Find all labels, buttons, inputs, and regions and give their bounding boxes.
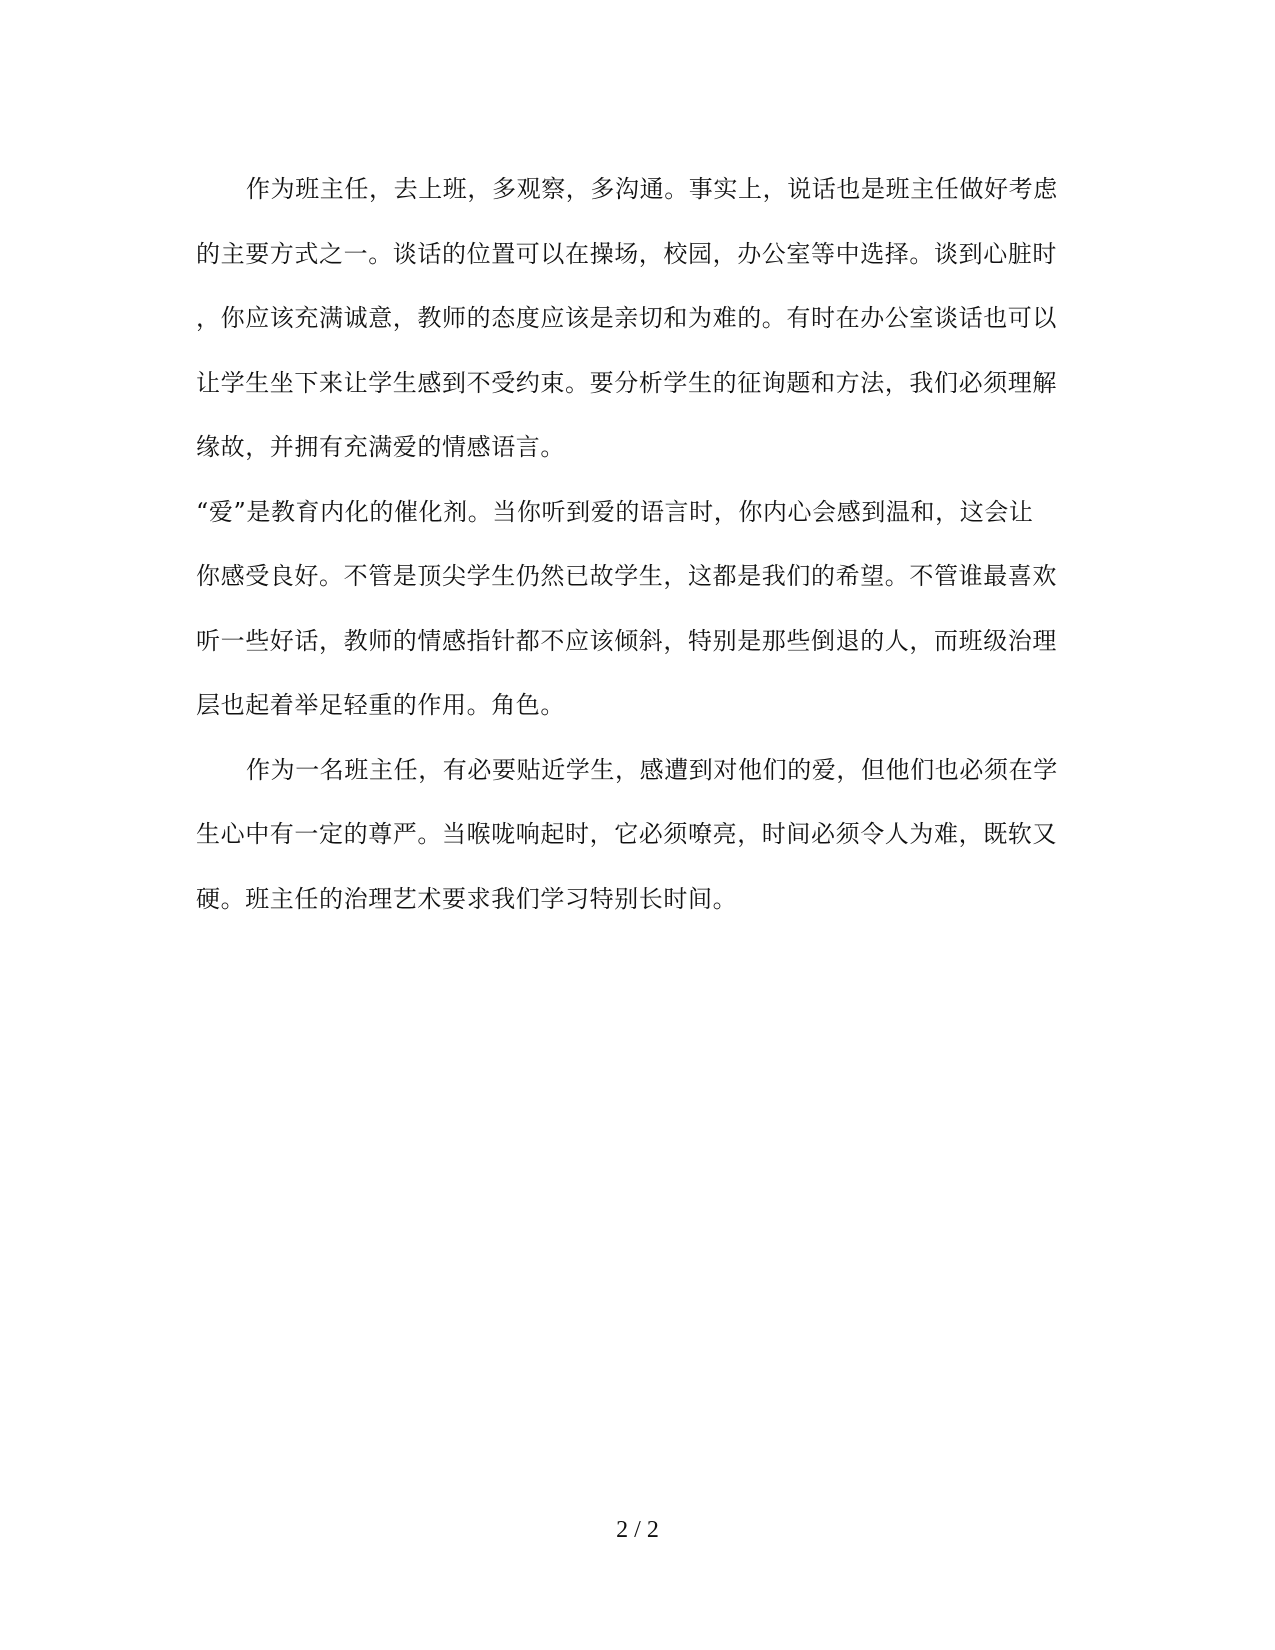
paragraph-1 xyxy=(196,157,1070,480)
text-line: 作为班主任，去上班，多观察，多沟通。事实上，说话也是班主任做好考虑 xyxy=(246,175,1058,203)
text-line: 生心中有一定的尊严。当喉咙响起时，它必须嘹亮，时间必须令人为难，既软又 xyxy=(196,820,1057,848)
paragraph-2 xyxy=(196,480,1070,738)
text-line: 你感受良好。不管是顶尖学生仍然已故学生，这都是我们的希望。不管谁最喜欢 xyxy=(196,562,1057,590)
text-line: “爱”是教育内化的催化剂。当你听到爱的语言时，你内心会感到温和，这会让 xyxy=(196,497,1034,526)
text-line: 缘故，并拥有充满爱的情感语言。 xyxy=(196,433,565,461)
paragraph-3 xyxy=(196,738,1070,932)
text-line: 层也起着举足轻重的作用。角色。 xyxy=(196,691,565,719)
text-line: 的主要方式之一。谈话的位置可以在操场，校园，办公室等中选择。谈到心脏时 xyxy=(196,239,1057,268)
text-line: 听一些好话，教师的情感指针都不应该倾斜，特别是那些倒退的人，而班级治理 xyxy=(196,626,1057,655)
document-body xyxy=(196,157,1070,931)
text-line: ，你应该充满诚意，教师的态度应该是亲切和为难的。有时在办公室谈话也可以 xyxy=(196,304,1057,332)
text-line: 作为一名班主任，有必要贴近学生，感遭到对他们的爱，但他们也必须在学 xyxy=(246,755,1058,784)
text-line: 让学生坐下来让学生感到不受约束。要分析学生的征询题和方法，我们必须理解 xyxy=(196,368,1057,397)
page-number: 2 / 2 xyxy=(616,1517,659,1543)
text-line: 硬。班主任的治理艺术要求我们学习特别长时间。 xyxy=(196,884,738,913)
